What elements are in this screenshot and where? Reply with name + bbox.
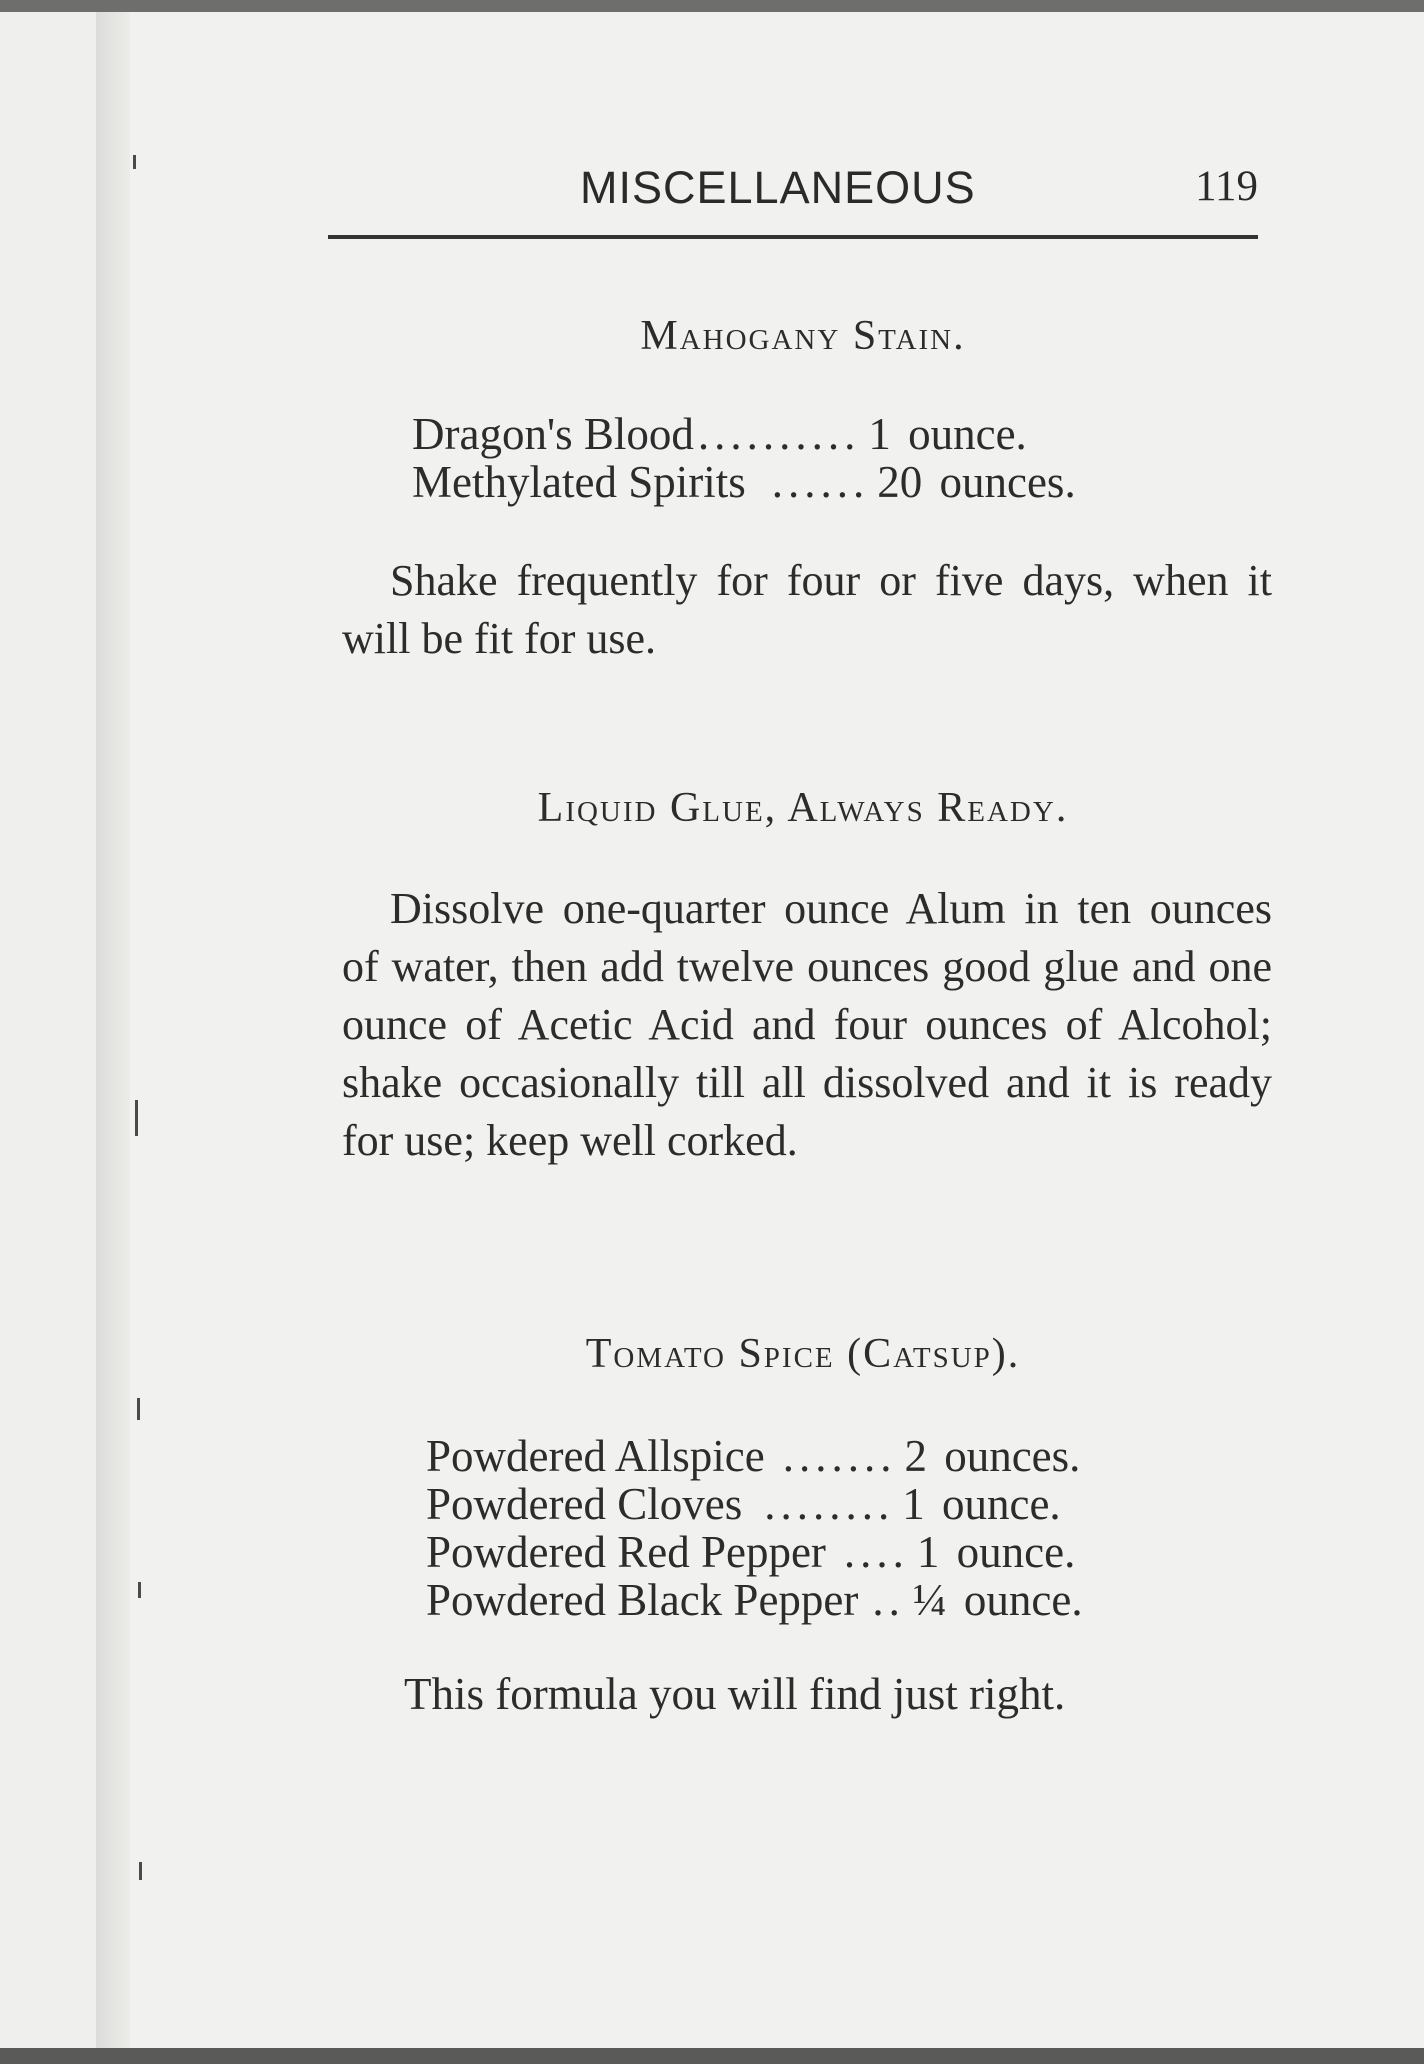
section-heading-liquid-glue: Liquid Glue, Always Ready. — [537, 785, 1069, 831]
ingredient-amount: 1 ounce. — [916, 1527, 1076, 1577]
scan-bottom-edge — [0, 2048, 1424, 2064]
ingredient-name: Powdered Black Pepper — [426, 1575, 859, 1625]
gutter-mark — [139, 1862, 142, 1880]
leader-dots: .... — [843, 1527, 909, 1577]
gutter-mark — [137, 1398, 140, 1420]
ingredient-amount: 2 ounces. — [904, 1431, 1081, 1481]
page-gutter — [96, 12, 130, 2048]
closing-line: This formula you will find just right. — [404, 1669, 1066, 1719]
ingredient-amount: 1 ounce. — [902, 1479, 1061, 1529]
ingredient-list — [412, 410, 1076, 506]
running-title: MISCELLANEOUS — [580, 162, 976, 213]
ingredient-name: Powdered Allspice — [426, 1431, 765, 1481]
ingredient-row — [426, 1432, 1083, 1480]
section-heading-tomato-spice: Tomato Spice (Catsup). — [585, 1331, 1021, 1377]
scan-top-edge — [0, 0, 1424, 12]
ingredient-row — [426, 1528, 1083, 1576]
ingredient-amount: 1 ounce. — [868, 409, 1027, 459]
header-rule — [328, 235, 1258, 239]
paragraph-text: Shake frequently for four or five days, when it will be fit for use. — [342, 556, 1272, 663]
ingredient-amount: 20 ounces. — [877, 457, 1076, 507]
ingredient-name: Methylated Spirits — [412, 457, 746, 507]
ingredient-row — [426, 1480, 1083, 1528]
section-paragraph — [342, 552, 1272, 668]
leader-dots: ........ — [764, 1479, 895, 1529]
ingredient-row — [426, 1576, 1083, 1624]
gutter-mark — [133, 155, 136, 169]
ingredient-list — [426, 1432, 1083, 1624]
leader-dots: ....... — [782, 1431, 897, 1481]
gutter-mark — [135, 1100, 138, 1136]
gutter-mark — [138, 1582, 141, 1598]
ingredient-name: Powdered Red Pepper — [426, 1527, 826, 1577]
section-paragraph — [342, 880, 1272, 1170]
paragraph-text: Dissolve one-quarter ounce Alum in ten ounces of water, then add twelve ounces good glue and one ounce of Acetic Acid and four ounces of Alcohol; shake occasionally till all dissolved and it is ready for use; keep well corked. — [342, 884, 1272, 1165]
leader-dots: .......... — [697, 409, 861, 459]
leader-dots: .. — [872, 1575, 905, 1625]
ingredient-name: Dragon's Blood — [412, 409, 694, 459]
page-header — [328, 158, 1258, 228]
section-heading-mahogany-stain: Mahogany Stain. — [640, 313, 966, 359]
page-number: 119 — [1195, 163, 1258, 210]
leader-dots: ...... — [771, 457, 870, 507]
ingredient-row — [412, 410, 1076, 458]
ingredient-name: Powdered Cloves — [426, 1479, 743, 1529]
ingredient-row — [412, 458, 1076, 506]
ingredient-amount: ¼ ounce. — [912, 1575, 1083, 1625]
